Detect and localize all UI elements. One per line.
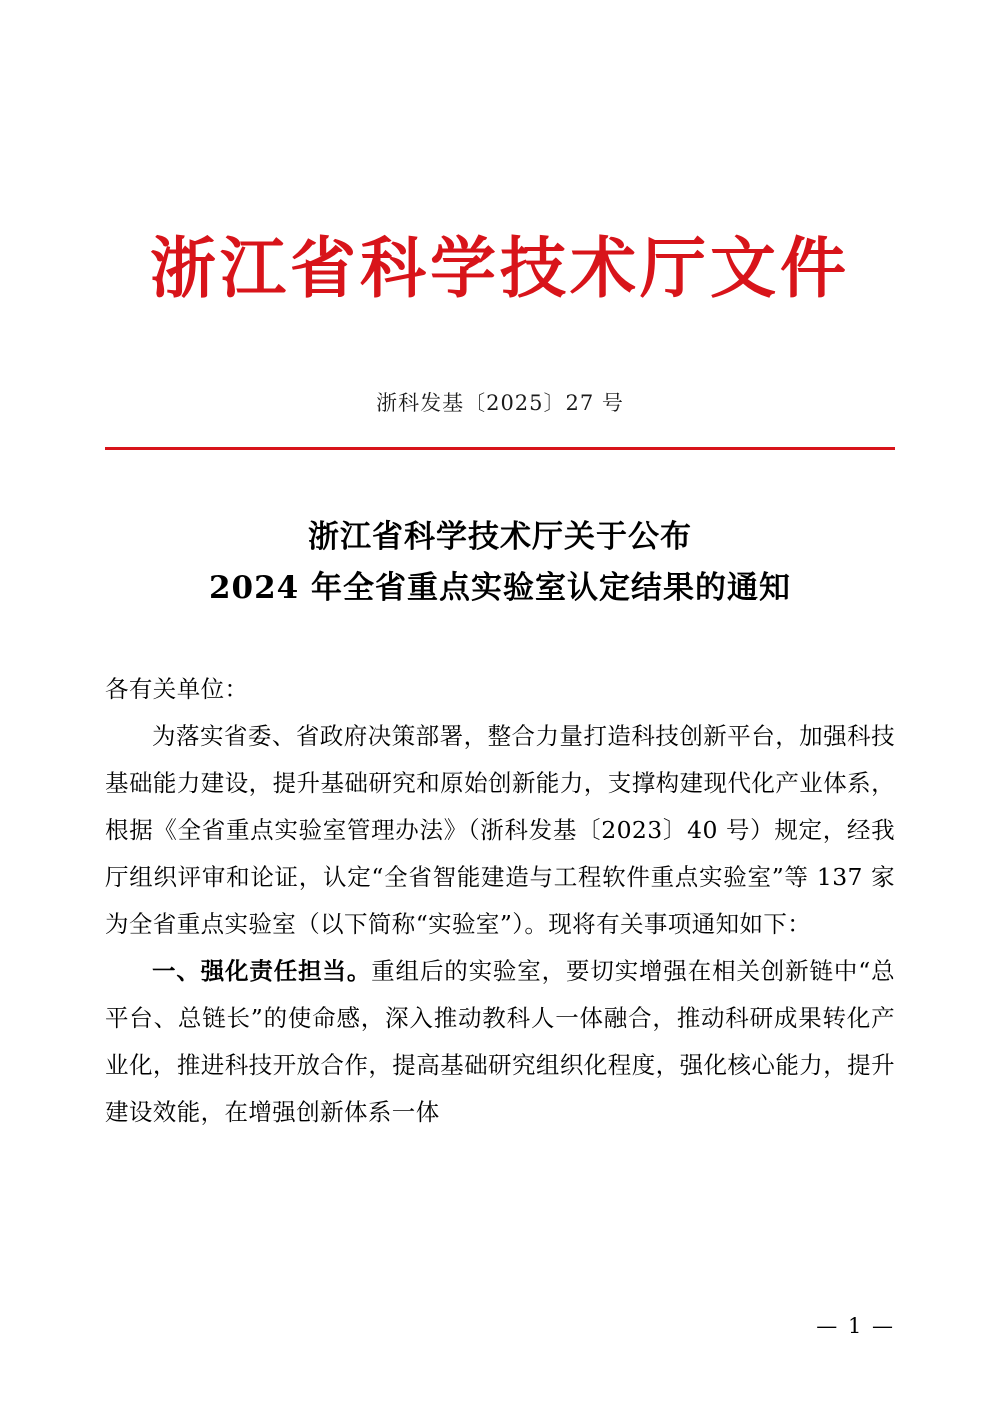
section-heading-1: 一、强化责任担当。 xyxy=(152,956,372,985)
section-body-1: 重组后的实验室，要切实增强在相关创新链中“总平台、总链长”的使命感，深入推动教科人一体融合，推动科研成果转化产业化，推进科技开放合作，提高基础研究组织化程度，强化核心能力，提升建设效能，在增强创新体系一体 xyxy=(105,956,895,1126)
masthead-title: 浙江省科学技术厅文件 xyxy=(150,229,850,307)
document-body xyxy=(105,666,895,1136)
page-title-line-2: 2024 年全省重点实验室认定结果的通知 xyxy=(208,569,792,606)
salutation: 各有关单位： xyxy=(105,674,249,703)
body-paragraph-2 xyxy=(105,948,895,1136)
body-paragraph-1: 为落实省委、省政府决策部署，整合力量打造科技创新平台，加强科技基础能力建设，提升基础研究和原始创新能力，支撑构建现代化产业体系，根据《全省重点实验室管理办法》（浙科发基〔2023〕40 号）规定，经我厅组织评审和论证，认定“全省智能建造与工程软件重点实验室”等 137 家为全省重点实验室（以下简称“实验室”）。现将有关事项通知如下： xyxy=(105,721,895,938)
document-number: 浙科发基〔2025〕27 号 xyxy=(376,390,624,415)
page-title xyxy=(105,512,895,614)
page-title-line-1: 浙江省科学技术厅关于公布 xyxy=(308,518,692,555)
red-divider-rule xyxy=(105,447,895,450)
page-number: — 1 — xyxy=(816,1314,895,1338)
